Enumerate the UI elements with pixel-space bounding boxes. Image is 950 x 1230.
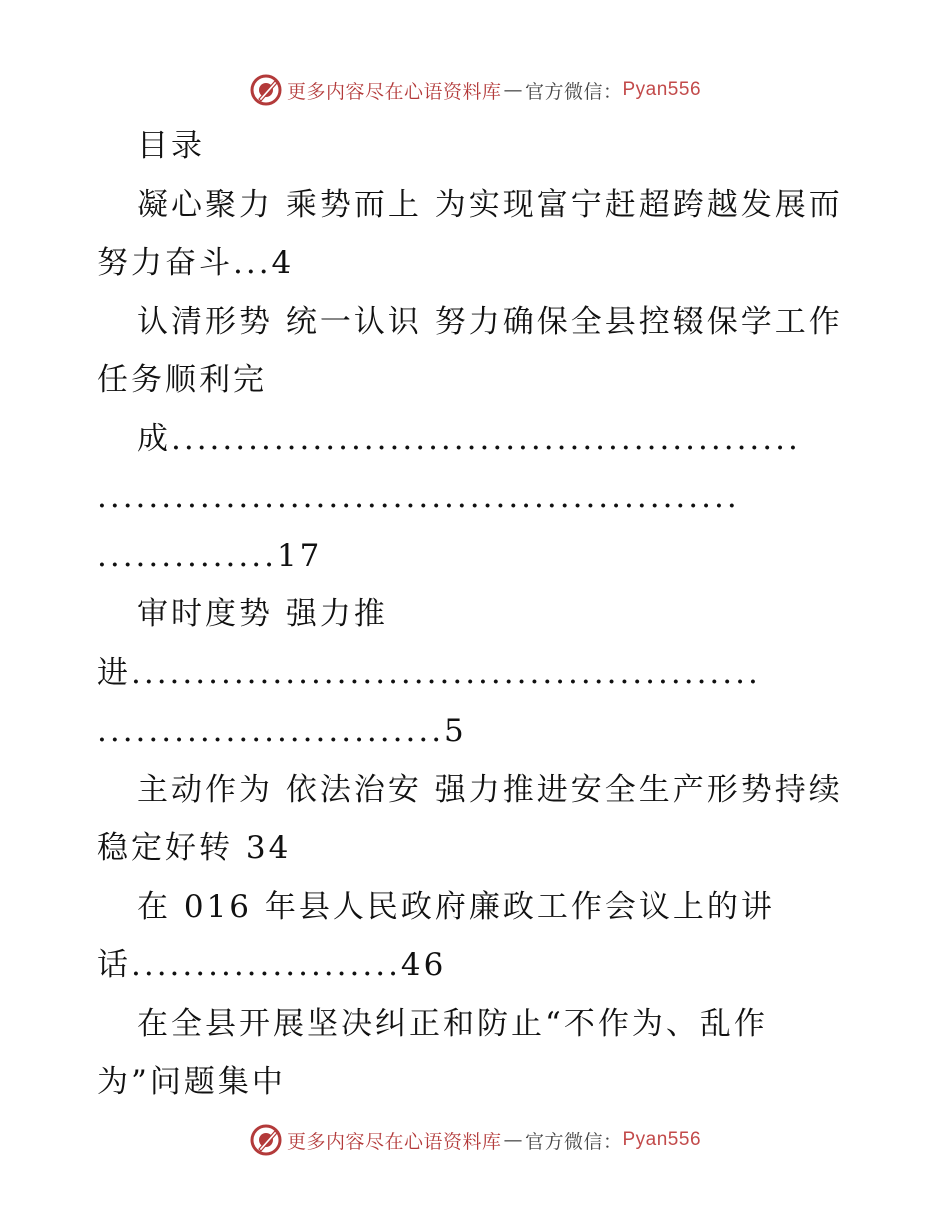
toc-line: ...........................5 [97,713,467,749]
toc-line: 进................................................. [97,654,761,691]
toc-line: ..............17 [97,537,323,574]
toc-line: 审时度势 强力推 [137,596,388,632]
table-of-contents [97,117,857,1112]
toc-line: 努力奋斗...4 [97,245,295,281]
toc-line: .................................................. [97,479,740,515]
toc-line: 凝心聚力 乘势而上 为实现富宁赶超跨越发展而 [137,186,843,223]
toc-line: 任务顺利完 [97,362,267,398]
watermark-separator: — [503,1129,523,1151]
watermark-wechat-id: Pyan556 [622,79,702,100]
toc-heading: 目录 [137,128,205,164]
watermark-brand: 更多内容尽在心语资料库 [286,1130,502,1153]
toc-line: 在全县开展坚决纠正和防止“不作为、乱作 [137,1005,768,1042]
toc-line: 主动作为 依法治安 强力推进安全生产形势持续 [137,771,843,808]
pen-logo-icon [249,73,283,107]
watermark-footer [0,1123,950,1157]
toc-line: 在 016 年县人民政府廉政工作会议上的讲 [137,888,775,925]
watermark-separator: — [503,79,523,101]
toc-line: 稳定好转 34 [97,830,292,866]
watermark-wechat-label: 官方微信： [524,80,623,103]
watermark-wechat-id: Pyan556 [622,1129,702,1150]
toc-line: 为”问题集中 [97,1064,286,1100]
watermark-header [0,73,950,107]
toc-line: 话.....................46 [97,947,447,983]
watermark-brand: 更多内容尽在心语资料库 [286,80,502,103]
toc-line: 认清形势 统一认识 努力确保全县控辍保学工作 [137,303,843,340]
toc-line: 成................................................. [137,420,801,457]
watermark-wechat-label: 官方微信： [524,1130,623,1153]
pen-logo-icon [249,1123,283,1157]
